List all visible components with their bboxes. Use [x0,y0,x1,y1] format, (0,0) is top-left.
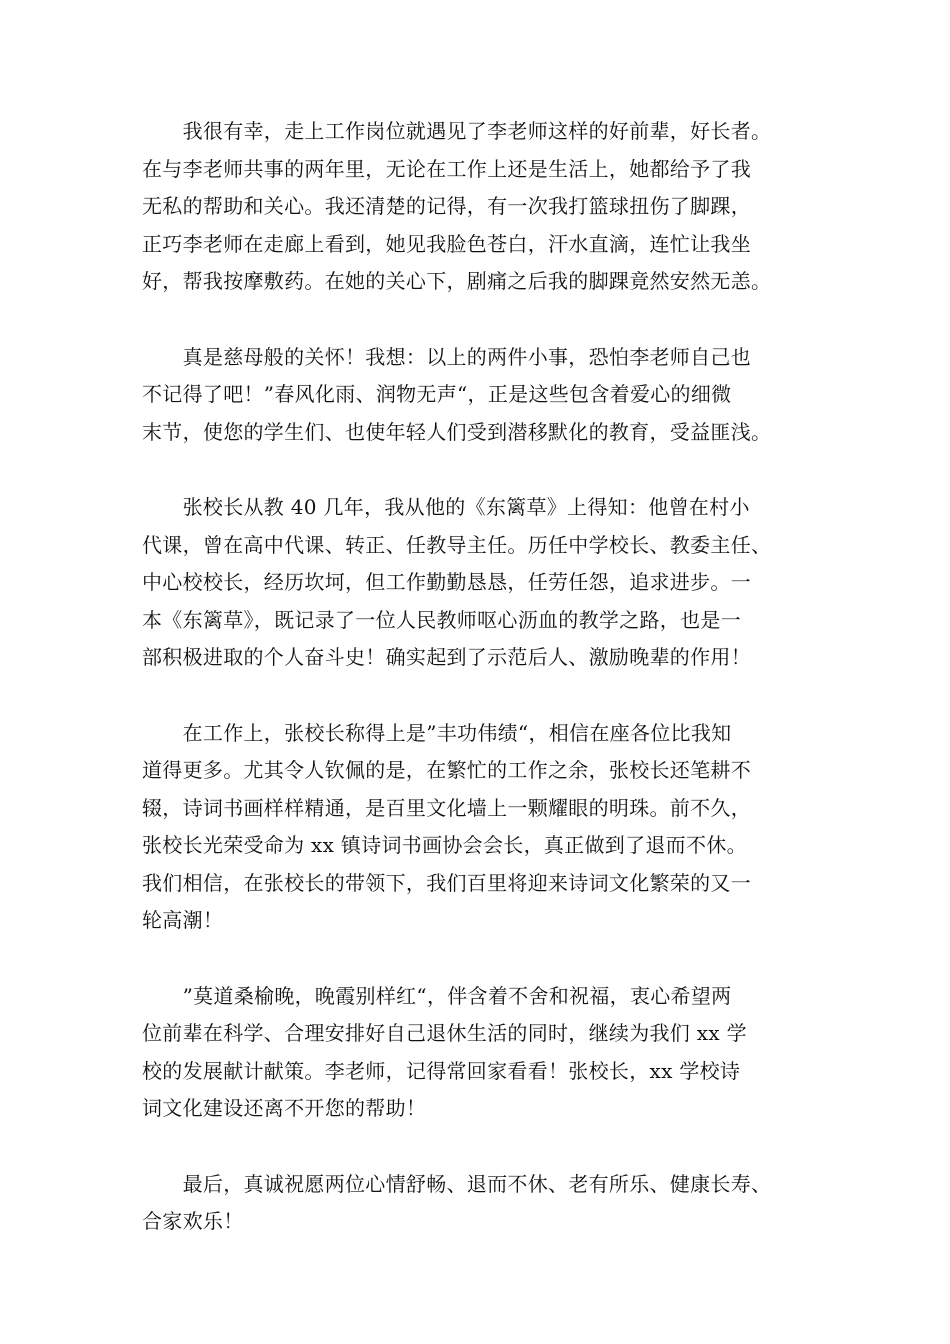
text-line: 好，帮我按摩敷药。在她的关心下，剧痛之后我的脚踝竟然安然无恙。 [142,269,772,293]
text-line: 在工作上，张校长称得上是”丰功伟绩“，相信在座各位比我知 [142,720,732,745]
paragraph-2 [142,339,842,452]
paragraph-gap [142,1128,842,1166]
text-line: 末节，使您的学生们、也使年轻人们受到潜移默化的教育，受益匪浅。 [142,419,772,444]
text-line: 无私的帮助和关心。我还清楚的记得，有一次我打篮球扭伤了脚踝， [142,194,751,218]
paragraph-gap [142,677,842,715]
paragraph-gap [142,451,842,489]
text-line: 在与李老师共事的两年里，无论在工作上还是生活上，她都给予了我 [142,156,751,181]
paragraph-5 [142,978,842,1128]
text-line: ”莫道桑榆晚，晚霞别样红“，伴含着不舍和祝福，衷心希望两 [142,983,732,1008]
text-line: 我很有幸，走上工作岗位就遇见了李老师这样的好前辈，好长者。 [142,119,772,143]
paragraph-1 [142,113,842,301]
text-line: 轮高潮！ [142,908,224,932]
text-line: 代课，曾在高中代课、转正、任教导主任。历任中学校长、教委主任、 [142,532,772,557]
text-line: 中心校校长，经历坎坷，但工作勤勤恳恳，任劳任怨，追求进步。一 [142,570,751,594]
text-line: 张校长光荣受命为 xx 镇诗词书画协会会长，真正做到了退而不休。 [142,833,747,857]
text-line: 不记得了吧！”春风化雨、润物无声“，正是这些包含着爱心的细微 [142,382,732,406]
text-line: 我们相信，在张校长的带领下，我们百里将迎来诗词文化繁荣的又一 [142,870,751,895]
text-line: 词文化建设还离不开您的帮助！ [142,1096,427,1120]
text-line: 部积极进取的个人奋斗史！确实起到了示范后人、激励晚辈的作用！ [142,645,751,669]
text-line: 正巧李老师在走廊上看到，她见我脸色苍白，汗水直滴，连忙让我坐 [142,231,751,256]
paragraph-gap [142,940,842,978]
paragraph-6 [142,1166,842,1241]
text-line: 合家欢乐！ [142,1209,244,1233]
text-line: 最后，真诚祝愿两位心情舒畅、退而不休、老有所乐、健康长寿、 [142,1171,772,1196]
text-line: 真是慈母般的关怀！我想：以上的两件小事，恐怕李老师自己也 [142,344,751,369]
text-line: 辍，诗词书画样样精通，是百里文化墙上一颗耀眼的明珠。前不久， [142,795,751,820]
paragraph-4 [142,715,842,940]
text-line: 校的发展献计献策。李老师，记得常回家看看！张校长，xx 学校诗 [142,1058,741,1083]
paragraph-gap [142,301,842,339]
document-body [142,113,842,1241]
text-line: 张校长从教 40 几年，我从他的《东篱草》上得知：他曾在村小 [142,495,750,519]
paragraph-3 [142,489,842,677]
text-line: 位前辈在科学、合理安排好自己退休生活的同时，继续为我们 xx 学 [142,1021,747,1045]
text-line: 本《东篱草》，既记录了一位人民教师呕心沥血的教学之路，也是一 [142,607,741,632]
text-line: 道得更多。尤其令人钦佩的是，在繁忙的工作之余，张校长还笔耕不 [142,758,751,782]
